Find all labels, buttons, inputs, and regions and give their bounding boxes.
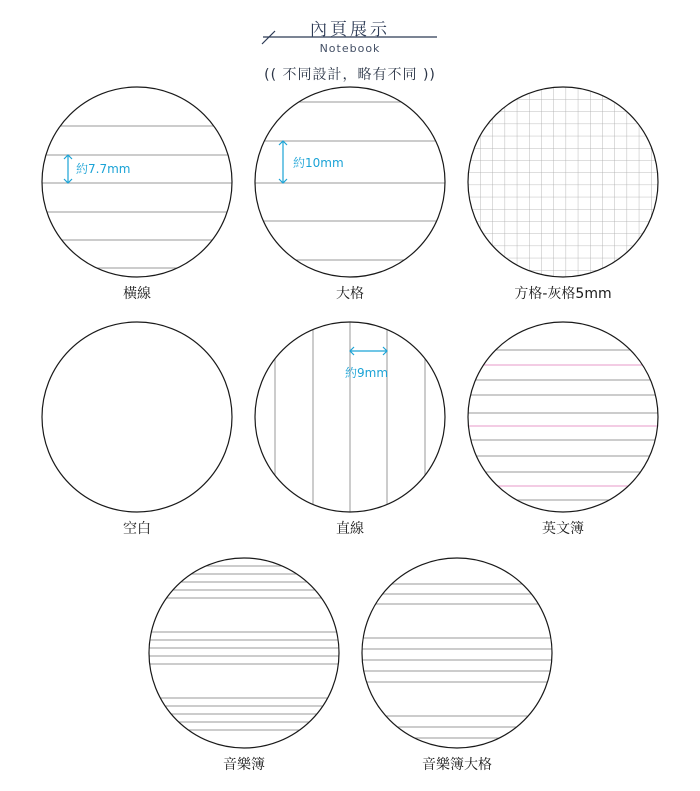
page-sample-lined [40,85,234,302]
blank-page-circle [40,320,234,514]
spacing-annotation: 約10mm [293,156,344,170]
header [0,0,700,90]
lined-page-circle [40,85,234,279]
page-label: 音樂簿大格 [422,757,492,773]
page-label: 英文簿 [542,521,584,537]
grid-page-circle [466,85,660,279]
music-page-circle [147,556,341,750]
page-label: 方格-灰格5mm [514,286,612,302]
page-sample-english [466,320,660,537]
design-note: (( 不同設計，略有不同 )) [264,67,436,83]
large-lined-page-circle [253,85,447,279]
page-sample-blank [40,320,234,537]
vertical-lined-page-circle [253,320,447,514]
spacing-annotation: 約7.7mm [76,162,131,176]
page-label: 音樂簿 [223,757,265,773]
page-sample-large-lined [253,85,447,302]
music-large-page-circle [360,556,554,750]
page-subtitle: Notebook [319,42,381,55]
spacing-annotation: 約9mm [345,366,389,380]
page-label: 空白 [123,521,151,537]
page-label: 直線 [336,521,364,537]
page-sample-music [147,556,341,773]
english-page-circle [466,320,660,514]
page-sample-grid [466,85,660,302]
page-sample-vertical [253,320,447,537]
page-sample-music-large [360,556,554,773]
page-title: 內頁展示 [310,20,390,40]
page-label: 大格 [336,286,364,302]
page-label: 橫線 [123,286,151,302]
